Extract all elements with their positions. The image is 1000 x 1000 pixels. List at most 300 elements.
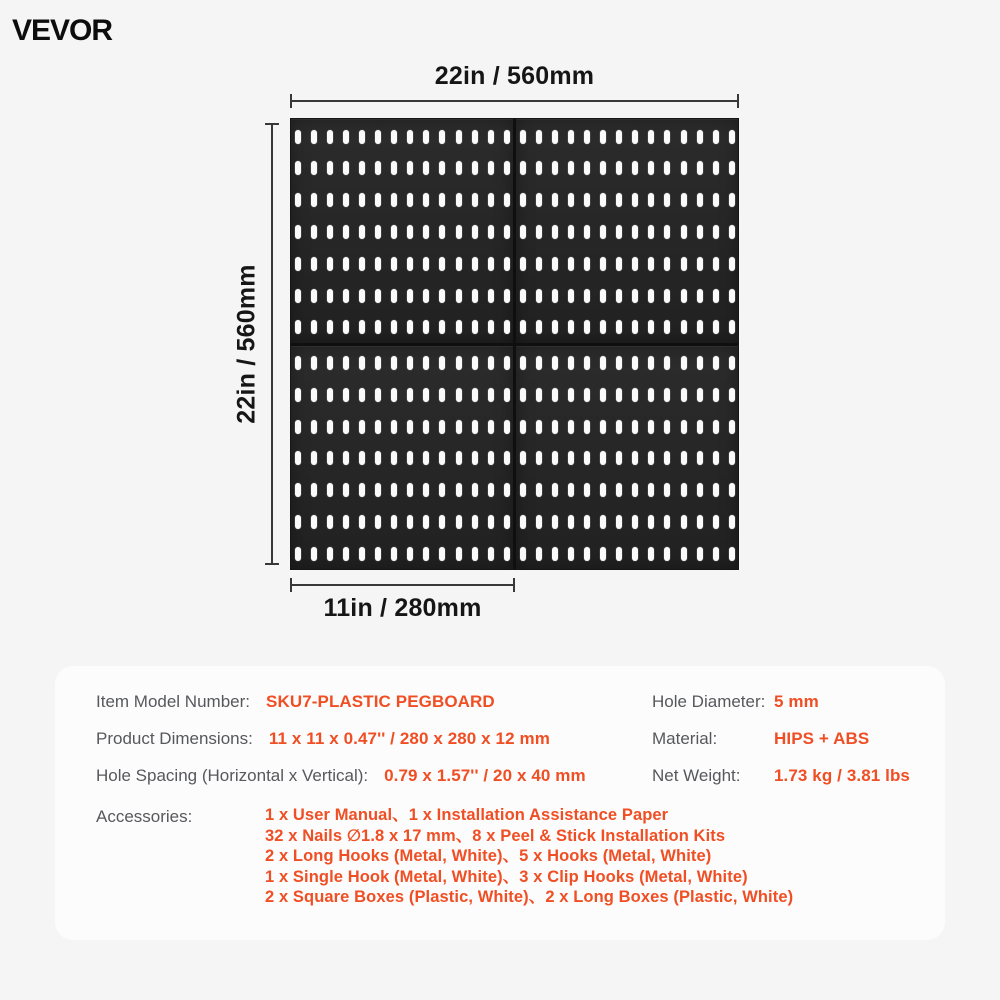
pegboard-hole: [729, 320, 735, 334]
pegboard-hole: [375, 225, 381, 239]
top-dimension-line: [290, 94, 739, 108]
pegboard-hole: [584, 130, 590, 144]
pegboard-hole: [488, 388, 494, 402]
accessories-line: 32 x Nails ∅1.8 x 17 mm、8 x Peel & Stick Installation Kits: [265, 826, 726, 845]
pegboard-hole: [343, 515, 349, 529]
pegboard-hole: [568, 161, 574, 175]
spec-label: Material:: [652, 729, 718, 748]
bottom-dimension-label: 11in / 280mm: [323, 594, 482, 622]
spec-label: Item Model Number:: [96, 692, 250, 711]
pegboard-hole: [311, 257, 317, 271]
pegboard-hole: [729, 257, 735, 271]
pegboard-hole: [391, 225, 397, 239]
pegboard-hole: [520, 320, 526, 334]
pegboard-hole: [536, 547, 542, 561]
pegboard-hole: [552, 289, 558, 303]
pegboard-hole: [697, 483, 703, 497]
pegboard-hole: [648, 161, 654, 175]
spec-row: [96, 692, 495, 716]
pegboard-hole: [729, 451, 735, 465]
pegboard-hole: [632, 356, 638, 370]
pegboard-hole: [391, 356, 397, 370]
pegboard-hole: [311, 420, 317, 434]
pegboard-hole: [423, 161, 429, 175]
pegboard-hole: [423, 257, 429, 271]
pegboard-hole: [327, 388, 333, 402]
pegboard-hole: [632, 130, 638, 144]
pegboard-hole: [552, 547, 558, 561]
pegboard-hole: [423, 451, 429, 465]
pegboard-hole: [439, 420, 445, 434]
pegboard-hole: [439, 356, 445, 370]
pegboard-hole: [600, 257, 606, 271]
pegboard-hole: [616, 356, 622, 370]
pegboard-hole: [584, 388, 590, 402]
pegboard-hole: [632, 483, 638, 497]
pegboard-hole: [616, 257, 622, 271]
pegboard-hole: [713, 388, 719, 402]
pegboard-hole: [664, 193, 670, 207]
pegboard-hole: [552, 420, 558, 434]
pegboard-hole: [359, 547, 365, 561]
pegboard-hole: [681, 547, 687, 561]
pegboard-hole: [584, 289, 590, 303]
pegboard-hole: [327, 289, 333, 303]
pegboard-hole: [681, 225, 687, 239]
pegboard-hole: [713, 483, 719, 497]
pegboard-hole: [359, 130, 365, 144]
pegboard-hole: [681, 420, 687, 434]
pegboard-hole: [520, 451, 526, 465]
pegboard-hole: [536, 388, 542, 402]
pegboard-hole: [423, 420, 429, 434]
pegboard-hole: [648, 420, 654, 434]
pegboard-hole: [439, 289, 445, 303]
pegboard-hole: [584, 193, 590, 207]
pegboard-hole: [616, 225, 622, 239]
pegboard-hole: [472, 420, 478, 434]
pegboard-hole: [552, 356, 558, 370]
pegboard-hole: [391, 547, 397, 561]
pegboard-hole: [616, 547, 622, 561]
pegboard-hole: [664, 320, 670, 334]
pegboard-hole: [664, 483, 670, 497]
pegboard-hole: [697, 420, 703, 434]
pegboard-hole: [697, 515, 703, 529]
pegboard-hole: [504, 320, 510, 334]
pegboard-hole: [456, 420, 462, 434]
pegboard-hole: [632, 515, 638, 529]
pegboard-hole: [568, 420, 574, 434]
pegboard-hole: [407, 515, 413, 529]
pegboard-hole: [295, 130, 301, 144]
pegboard-hole: [472, 547, 478, 561]
pegboard-hole: [488, 420, 494, 434]
left-dimension-line: [265, 123, 279, 565]
pegboard-hole: [713, 356, 719, 370]
pegboard-hole: [616, 320, 622, 334]
pegboard-hole: [713, 130, 719, 144]
pegboard-hole: [375, 451, 381, 465]
pegboard-hole: [584, 547, 590, 561]
pegboard-hole: [648, 257, 654, 271]
pegboard-hole: [391, 388, 397, 402]
pegboard-hole: [391, 130, 397, 144]
pegboard-hole: [423, 388, 429, 402]
pegboard-hole: [568, 451, 574, 465]
spec-value: 11 x 11 x 0.47'' / 280 x 280 x 12 mm: [268, 729, 550, 748]
top-dimension-label: 22in / 560mm: [434, 62, 595, 90]
pegboard-hole: [407, 483, 413, 497]
pegboard-hole: [600, 320, 606, 334]
pegboard-hole: [295, 161, 301, 175]
pegboard-hole: [536, 420, 542, 434]
pegboard-panel: [291, 119, 513, 343]
pegboard-hole: [343, 356, 349, 370]
pegboard-hole: [456, 130, 462, 144]
pegboard-hole: [681, 356, 687, 370]
pegboard-hole: [632, 451, 638, 465]
accessories-line: 1 x Single Hook (Metal, White)、3 x Clip Hooks (Metal, White): [265, 867, 748, 886]
pegboard-hole: [648, 356, 654, 370]
pegboard-hole: [504, 130, 510, 144]
accessories-line: 2 x Square Boxes (Plastic, White)、2 x Long Boxes (Plastic, White): [265, 888, 794, 907]
pegboard-hole: [391, 257, 397, 271]
pegboard-hole: [697, 257, 703, 271]
pegboard-hole: [391, 420, 397, 434]
pegboard-hole: [439, 388, 445, 402]
pegboard-hole: [504, 161, 510, 175]
pegboard-hole: [423, 193, 429, 207]
pegboard-hole: [359, 193, 365, 207]
pegboard-hole: [327, 320, 333, 334]
pegboard-hole: [456, 451, 462, 465]
pegboard-hole: [327, 130, 333, 144]
pegboard-panel: [516, 119, 738, 343]
pegboard-hole: [359, 161, 365, 175]
pegboard-hole: [327, 356, 333, 370]
pegboard-hole: [311, 547, 317, 561]
pegboard-hole: [729, 420, 735, 434]
pegboard-hole: [375, 547, 381, 561]
pegboard-hole: [729, 356, 735, 370]
pegboard-hole: [664, 420, 670, 434]
pegboard-hole: [568, 515, 574, 529]
vevor-logo: VEVOR: [12, 14, 113, 47]
pegboard-hole: [407, 547, 413, 561]
pegboard-hole: [729, 289, 735, 303]
pegboard-hole: [327, 257, 333, 271]
pegboard-hole: [311, 388, 317, 402]
pegboard-hole: [552, 515, 558, 529]
pegboard-hole: [648, 547, 654, 561]
pegboard-hole: [713, 515, 719, 529]
pegboard-hole: [359, 388, 365, 402]
pegboard-hole: [439, 193, 445, 207]
pegboard-hole: [391, 161, 397, 175]
pegboard-hole: [472, 356, 478, 370]
pegboard-hole: [295, 356, 301, 370]
pegboard-hole: [504, 420, 510, 434]
pegboard-hole: [504, 451, 510, 465]
pegboard-hole: [681, 289, 687, 303]
pegboard-hole: [536, 257, 542, 271]
pegboard-hole: [536, 130, 542, 144]
pegboard-hole: [375, 515, 381, 529]
pegboard-hole: [520, 420, 526, 434]
pegboard-hole: [648, 515, 654, 529]
pegboard-hole: [697, 547, 703, 561]
pegboard-hole: [632, 161, 638, 175]
pegboard-hole: [568, 225, 574, 239]
pegboard-hole: [407, 388, 413, 402]
pegboard-hole: [681, 388, 687, 402]
pegboard-hole: [552, 161, 558, 175]
pegboard-hole: [664, 289, 670, 303]
pegboard-hole: [632, 420, 638, 434]
pegboard-hole: [616, 420, 622, 434]
pegboard-hole: [359, 420, 365, 434]
pegboard-hole: [456, 193, 462, 207]
pegboard-hole: [584, 320, 590, 334]
pegboard-hole: [343, 483, 349, 497]
pegboard-hole: [327, 451, 333, 465]
pegboard-hole: [375, 420, 381, 434]
pegboard-hole: [616, 130, 622, 144]
pegboard-hole: [359, 320, 365, 334]
pegboard-hole: [600, 356, 606, 370]
pegboard-hole: [488, 257, 494, 271]
pegboard-hole: [520, 225, 526, 239]
pegboard-hole: [504, 289, 510, 303]
pegboard-hole: [311, 451, 317, 465]
pegboard-hole: [439, 451, 445, 465]
pegboard: [290, 118, 739, 570]
pegboard-hole: [407, 161, 413, 175]
pegboard-hole: [648, 451, 654, 465]
pegboard-hole: [568, 257, 574, 271]
pegboard-hole: [729, 130, 735, 144]
pegboard-hole: [295, 225, 301, 239]
pegboard-hole: [552, 483, 558, 497]
pegboard-hole: [648, 193, 654, 207]
pegboard-hole: [552, 130, 558, 144]
pegboard-hole: [648, 483, 654, 497]
pegboard-hole: [568, 193, 574, 207]
pegboard-hole: [456, 225, 462, 239]
pegboard-hole: [632, 193, 638, 207]
pegboard-hole: [488, 451, 494, 465]
pegboard-hole: [600, 161, 606, 175]
pegboard-hole: [488, 356, 494, 370]
pegboard-hole: [359, 257, 365, 271]
spec-value: HIPS + ABS: [774, 729, 870, 748]
pegboard-hole: [375, 161, 381, 175]
pegboard-hole: [536, 483, 542, 497]
pegboard-hole: [664, 356, 670, 370]
pegboard-panel: [516, 346, 738, 570]
pegboard-hole: [343, 257, 349, 271]
pegboard-hole: [600, 130, 606, 144]
pegboard-hole: [375, 257, 381, 271]
pegboard-hole: [504, 225, 510, 239]
pegboard-hole: [584, 356, 590, 370]
pegboard-hole: [584, 451, 590, 465]
pegboard-hole: [295, 547, 301, 561]
pegboard-hole: [488, 515, 494, 529]
pegboard-hole: [520, 161, 526, 175]
spec-value: 0.79 x 1.57'' / 20 x 40 mm: [384, 766, 586, 785]
pegboard-hole: [456, 161, 462, 175]
spec-label: Net Weight:: [652, 766, 741, 785]
pegboard-hole: [343, 420, 349, 434]
pegboard-hole: [632, 547, 638, 561]
pegboard-hole: [295, 193, 301, 207]
pegboard-hole: [681, 320, 687, 334]
pegboard-hole: [439, 483, 445, 497]
pegboard-hole: [311, 161, 317, 175]
pegboard-hole: [311, 289, 317, 303]
pegboard-hole: [616, 483, 622, 497]
pegboard-hole: [600, 483, 606, 497]
pegboard-hole: [343, 193, 349, 207]
pegboard-hole: [295, 420, 301, 434]
pegboard-hole: [697, 451, 703, 465]
pegboard-hole: [375, 289, 381, 303]
pegboard-hole: [697, 320, 703, 334]
pegboard-hole: [664, 225, 670, 239]
pegboard-hole: [343, 451, 349, 465]
accessories-line: 1 x User Manual、1 x Installation Assistance Paper: [265, 806, 669, 824]
pegboard-hole: [697, 193, 703, 207]
pegboard-hole: [472, 161, 478, 175]
pegboard-hole: [472, 515, 478, 529]
pegboard-hole: [343, 225, 349, 239]
pegboard-hole: [504, 193, 510, 207]
spec-row: [652, 692, 819, 716]
pegboard-hole: [407, 420, 413, 434]
pegboard-hole: [472, 451, 478, 465]
pegboard-hole: [407, 451, 413, 465]
pegboard-hole: [713, 289, 719, 303]
pegboard-hole: [359, 356, 365, 370]
pegboard-hole: [600, 193, 606, 207]
pegboard-hole: [697, 130, 703, 144]
pegboard-hole: [407, 320, 413, 334]
pegboard-hole: [295, 515, 301, 529]
pegboard-hole: [520, 388, 526, 402]
pegboard-hole: [584, 483, 590, 497]
pegboard-hole: [295, 388, 301, 402]
pegboard-hole: [729, 225, 735, 239]
spec-row: [652, 766, 910, 790]
pegboard-hole: [632, 225, 638, 239]
spec-value: SKU7-PLASTIC PEGBOARD: [266, 692, 495, 711]
pegboard-hole: [488, 547, 494, 561]
spec-label: Hole Spacing (Horizontal x Vertical):: [96, 766, 369, 785]
pegboard-hole: [343, 320, 349, 334]
pegboard-hole: [568, 483, 574, 497]
spec-row: [652, 729, 869, 753]
pegboard-hole: [343, 547, 349, 561]
pegboard-hole: [407, 130, 413, 144]
accessories-label: Accessories:: [96, 807, 193, 826]
pegboard-hole: [456, 515, 462, 529]
pegboard-hole: [729, 161, 735, 175]
pegboard-hole: [295, 289, 301, 303]
pegboard-hole: [472, 289, 478, 303]
spec-label: Product Dimensions:: [96, 729, 253, 748]
pegboard-hole: [713, 451, 719, 465]
pegboard-hole: [391, 289, 397, 303]
pegboard-hole: [697, 289, 703, 303]
pegboard-hole: [472, 483, 478, 497]
pegboard-hole: [520, 257, 526, 271]
pegboard-hole: [616, 193, 622, 207]
pegboard-hole: [359, 225, 365, 239]
pegboard-hole: [327, 193, 333, 207]
pegboard-hole: [664, 515, 670, 529]
pegboard-hole: [520, 483, 526, 497]
pegboard-hole: [568, 130, 574, 144]
pegboard-hole: [552, 193, 558, 207]
pegboard-hole: [729, 483, 735, 497]
pegboard-hole: [327, 547, 333, 561]
pegboard-hole: [359, 483, 365, 497]
pegboard-hole: [697, 161, 703, 175]
pegboard-hole: [439, 225, 445, 239]
spec-label: Hole Diameter:: [652, 692, 766, 711]
pegboard-hole: [488, 161, 494, 175]
pegboard-hole: [407, 225, 413, 239]
pegboard-hole: [311, 515, 317, 529]
pegboard-hole: [552, 451, 558, 465]
pegboard-hole: [295, 257, 301, 271]
pegboard-hole: [729, 193, 735, 207]
pegboard-hole: [664, 451, 670, 465]
pegboard-hole: [504, 547, 510, 561]
pegboard-hole: [327, 483, 333, 497]
pegboard-hole: [439, 161, 445, 175]
pegboard-hole: [343, 130, 349, 144]
pegboard-hole: [536, 320, 542, 334]
pegboard-hole: [616, 388, 622, 402]
pegboard-panel: [291, 346, 513, 570]
pegboard-hole: [391, 320, 397, 334]
pegboard-hole: [456, 356, 462, 370]
pegboard-hole: [472, 388, 478, 402]
pegboard-hole: [423, 289, 429, 303]
pegboard-hole: [584, 225, 590, 239]
pegboard-hole: [681, 451, 687, 465]
pegboard-hole: [327, 420, 333, 434]
pegboard-hole: [648, 320, 654, 334]
accessories-line: 2 x Long Hooks (Metal, White)、5 x Hooks (Metal, White): [265, 847, 712, 866]
pegboard-hole: [327, 161, 333, 175]
pegboard-hole: [648, 130, 654, 144]
pegboard-hole: [520, 515, 526, 529]
pegboard-hole: [552, 225, 558, 239]
pegboard-hole: [504, 257, 510, 271]
pegboard-hole: [391, 483, 397, 497]
pegboard-hole: [311, 193, 317, 207]
pegboard-hole: [472, 130, 478, 144]
pegboard-hole: [327, 515, 333, 529]
pegboard-hole: [423, 515, 429, 529]
pegboard-hole: [632, 320, 638, 334]
pegboard-hole: [568, 388, 574, 402]
pegboard-hole: [439, 547, 445, 561]
